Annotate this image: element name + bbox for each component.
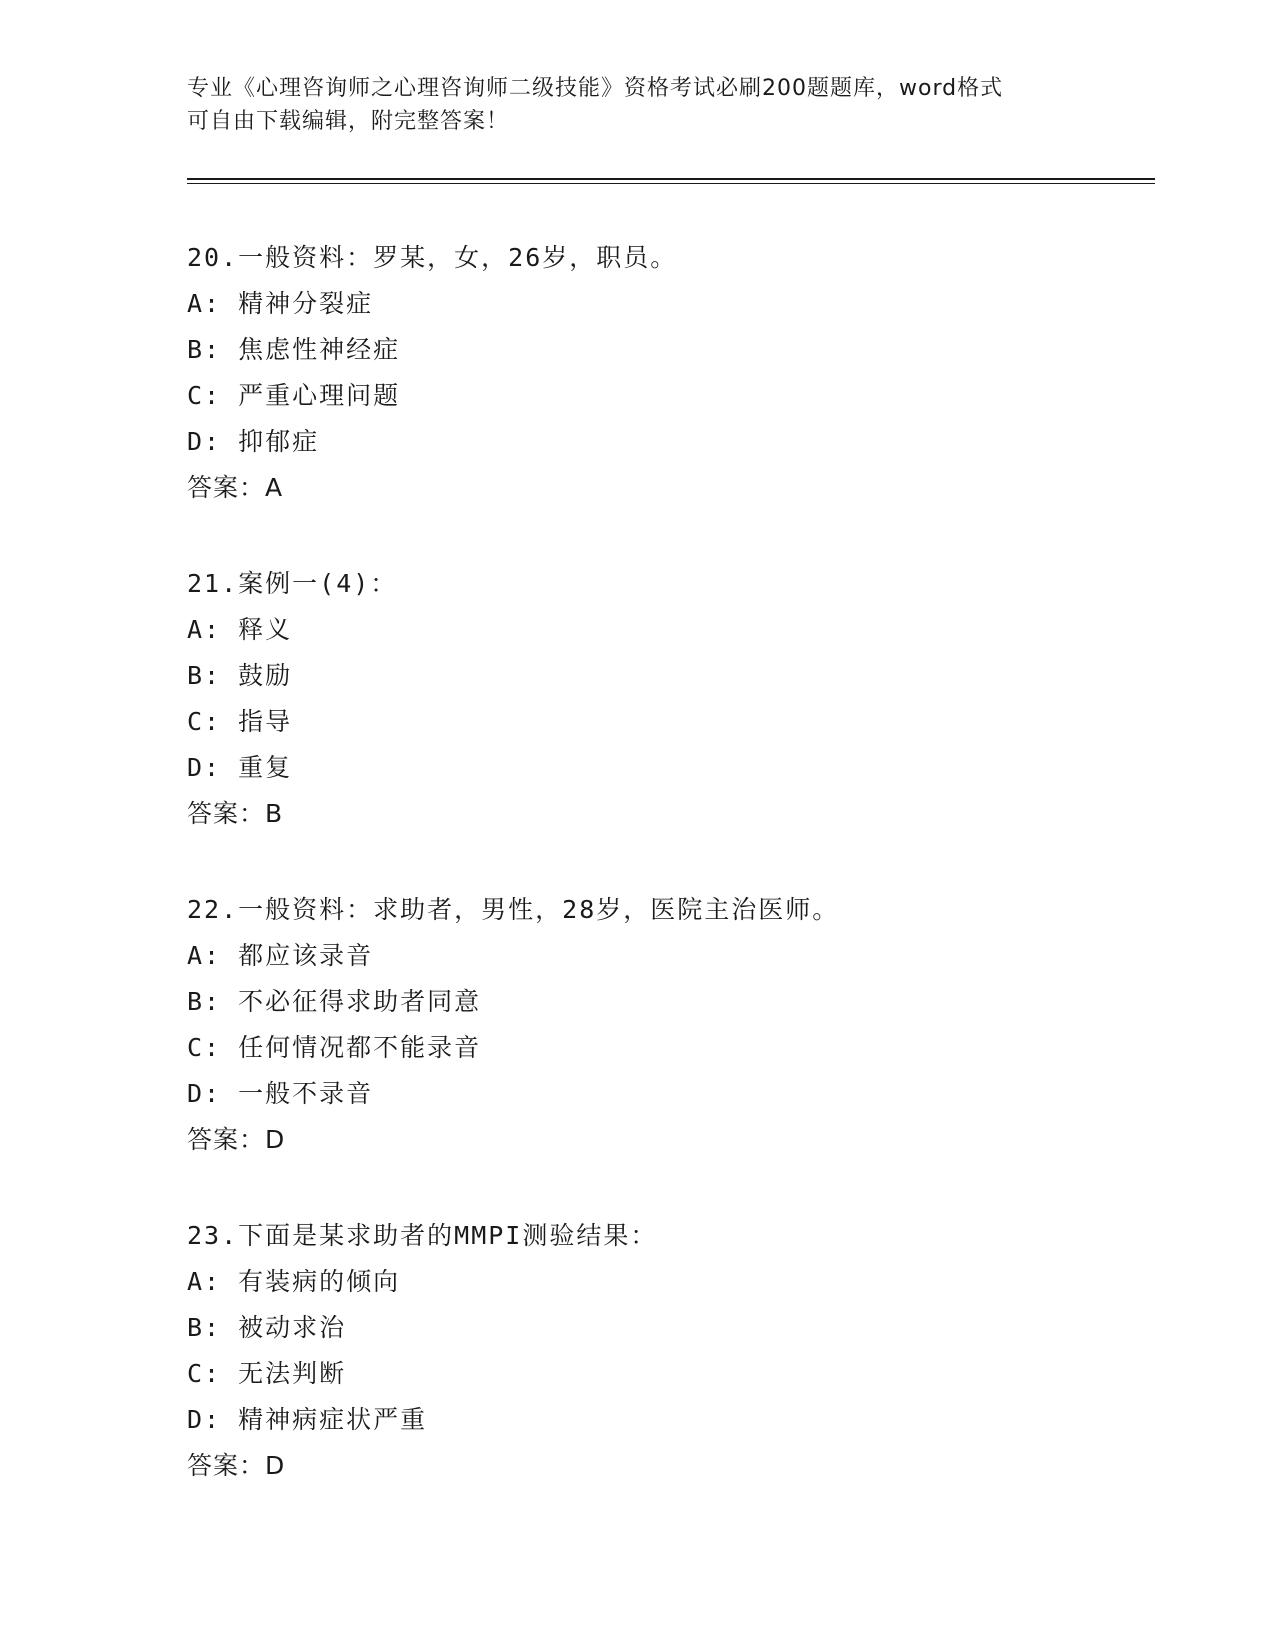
option-c: C: 无法判断	[187, 1359, 347, 1388]
question-stem: 22.一般资料：求助者，男性，28岁，医院主治医师。	[187, 895, 840, 924]
header-line-2: 可自由下载编辑，附完整答案！	[187, 109, 510, 134]
option-a: A: 释义	[187, 615, 293, 644]
option-b: B: 焦虑性神经症	[187, 335, 401, 364]
option-a: A: 精神分裂症	[187, 289, 374, 318]
answer-line: 答案：B	[187, 799, 284, 828]
question-20	[187, 235, 1155, 511]
question-21	[187, 561, 1155, 837]
question-stem: 21.案例一(4)：	[187, 569, 398, 598]
option-d: D: 精神病症状严重	[187, 1405, 428, 1434]
header-divider-thin	[187, 183, 1155, 184]
option-d: D: 抑郁症	[187, 427, 320, 456]
option-c: C: 指导	[187, 707, 293, 736]
answer-line: 答案：D	[187, 1451, 286, 1480]
option-b: B: 被动求治	[187, 1313, 347, 1342]
question-stem: 23.下面是某求助者的MMPI测验结果：	[187, 1221, 658, 1250]
option-b: B: 不必征得求助者同意	[187, 987, 482, 1016]
question-22	[187, 887, 1155, 1163]
question-stem: 20.一般资料：罗某，女，26岁，职员。	[187, 243, 678, 272]
answer-line: 答案：A	[187, 473, 284, 502]
answer-line: 答案：D	[187, 1125, 286, 1154]
document-header	[187, 72, 1087, 138]
question-list	[187, 235, 1155, 1539]
option-d: D: 重复	[187, 753, 293, 782]
option-a: A: 有装病的倾向	[187, 1267, 401, 1296]
header-divider-thick	[187, 178, 1155, 180]
option-b: B: 鼓励	[187, 661, 293, 690]
question-23	[187, 1213, 1155, 1489]
option-c: C: 任何情况都不能录音	[187, 1033, 482, 1062]
option-c: C: 严重心理问题	[187, 381, 401, 410]
option-a: A: 都应该录音	[187, 941, 374, 970]
option-d: D: 一般不录音	[187, 1079, 374, 1108]
header-line-1: 专业《心理咨询师之心理咨询师二级技能》资格考试必刷200题题库，word格式	[187, 76, 1004, 101]
